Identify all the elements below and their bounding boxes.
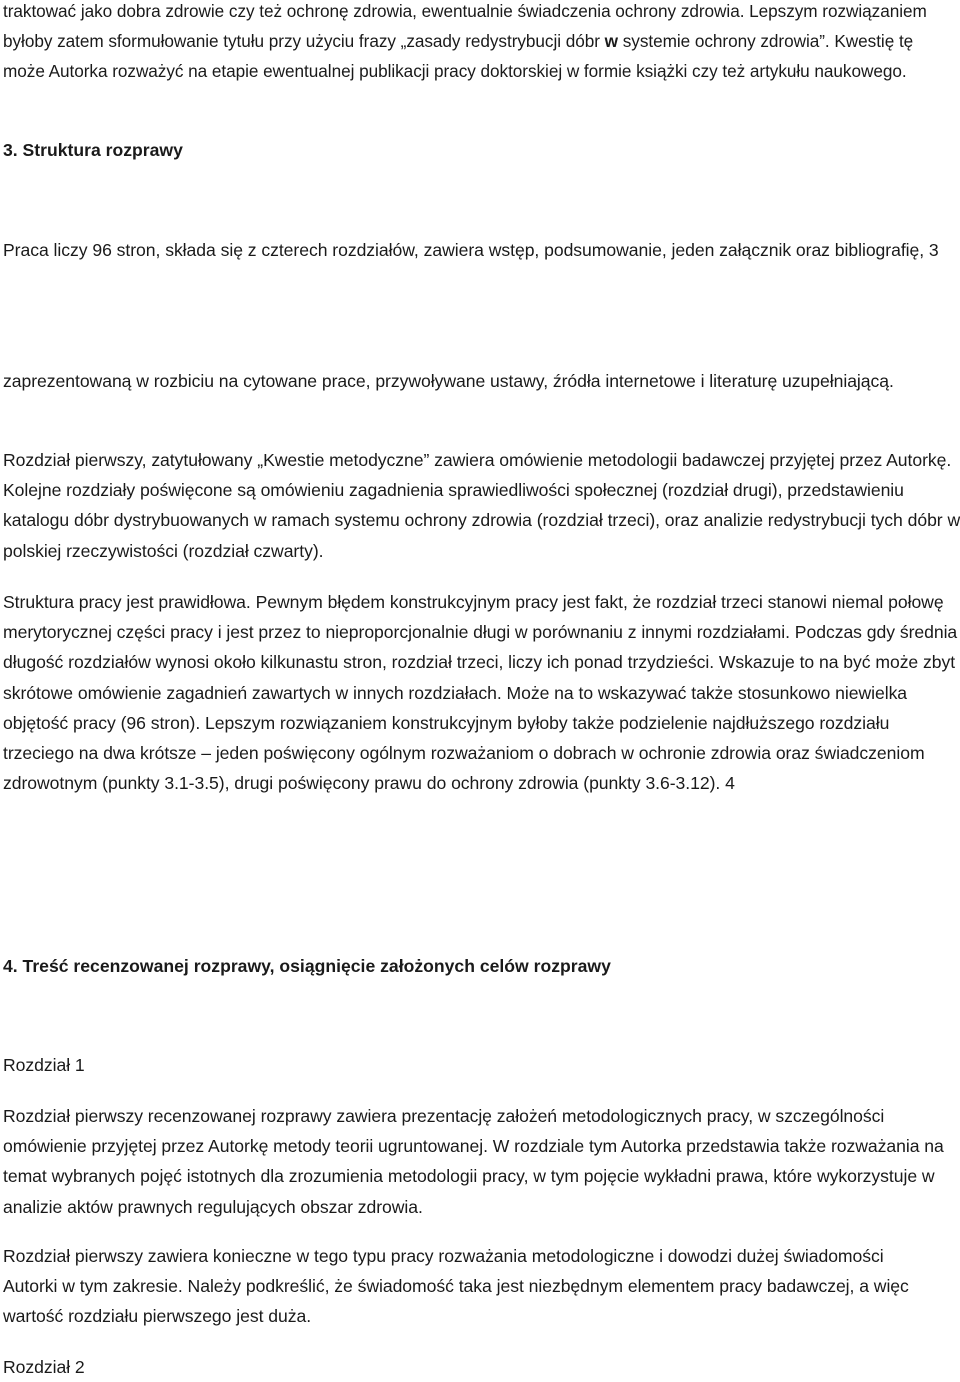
chapter-2-title: Rozdział 2 (3, 1357, 85, 1377)
section-3-heading: 3. Struktura rozprawy (3, 140, 183, 160)
section-3-paragraph-2: zaprezentowaną w rozbiciu na cytowane prace, przywoływane ustawy, źródła internetowe i literaturę uzupełniającą. (3, 371, 894, 391)
chapter-1-title: Rozdział 1 (3, 1055, 85, 1075)
chapter-1-paragraph-2: Rozdział pierwszy zawiera konieczne w tego typu pracy rozważania metodologiczne i dowodzi dużej świadomości Autorki w tym zakresie. Należy podkreślić, że świadomość taka jest niezbędnym elementem pracy badawczej, a więc wartość rozdziału pierwszego jest duża. (3, 1246, 909, 1327)
intro-text-a: traktować jako dobra zdrowie czy też ochronę zdrowia, ewentualnie świadczenia ochrony zdrowia. Lepszym rozwiązaniem byłoby zatem sformułowanie tytułu przy użyciu frazy „zasady redystrybucji dóbr (3, 1, 927, 52)
section-3-paragraph-1: Praca liczy 96 stron, składa się z czterech rozdziałów, zawiera wstęp, podsumowanie, jeden załącznik oraz bibliografię, 3 (3, 240, 939, 260)
section-3-paragraph-3: Rozdział pierwszy, zatytułowany „Kwestie metodyczne” zawiera omówienie metodologii badawczej przyjętej przez Autorkę. Kolejne rozdziały poświęcone są omówieniu zagadnienia sprawiedliwości społecznej (rozdział drugi), przedstawieniu katalogu dóbr dystrybuowanych w ramach systemu ochrony zdrowia (rozdział trzeci), oraz analizie redystrybucji tych dóbr w polskiej rzeczywistości (rozdział czwarty). (3, 450, 960, 561)
chapter-1-paragraph-1: Rozdział pierwszy recenzowanej rozprawy zawiera prezentację założeń metodologicznych pracy, w szczególności omówienie przyjętej przez Autorkę metody teorii ugruntowanej. W rozdziale tym Autorka przedstawia także rozważania na temat wybranych pojęć istotnych dla zrozumienia metodologii pracy, w tym pojęcie wykładni prawa, które wykorzystuje w analizie aktów prawnych regulujących obszar zdrowia. (3, 1106, 944, 1217)
intro-bold-w: w (604, 31, 618, 52)
section-3-paragraph-4: Struktura pracy jest prawidłowa. Pewnym błędem konstrukcyjnym pracy jest fakt, że rozdział trzeci stanowi niemal połowę merytorycznej części pracy i jest przez to nieproporcjonalnie długi w porównaniu z innymi rozdziałami. Podczas gdy średnia długość rozdziałów wynosi około kilkunastu stron, rozdział trzeci, liczy ich ponad trzydzieści. Wskazuje to na być może zbyt skrótowe omówienie zagadnień zawartych w innych rozdziałach. Może na to wskazywać także stosunkowo niewielka objętość pracy (96 stron). Lepszym rozwiązaniem konstrukcyjnym byłoby także podzielenie najdłuższego rozdziału trzeciego na dwa krótsze – jeden poświęcony ogólnym rozważaniom o dobrach w ochronie zdrowia oraz świadczeniom zdrowotnym (punkty 3.1-3.5), drugi poświęcony prawu do ochrony zdrowia (punkty 3.6-3.12). 4 (3, 592, 958, 794)
intro-text-b: systemie ochrony zdrowia”. (618, 31, 830, 52)
section-4-heading: 4. Treść recenzowanej rozprawy, osiągnięcie założonych celów rozprawy (3, 956, 611, 976)
intro-text-c: Kwestię tę może Autorka rozważyć na etapie ewentualnej publikacji pracy doktorskiej w formie książki czy też artykułu naukowego. (3, 31, 914, 82)
intro-paragraph (3, 0, 953, 87)
